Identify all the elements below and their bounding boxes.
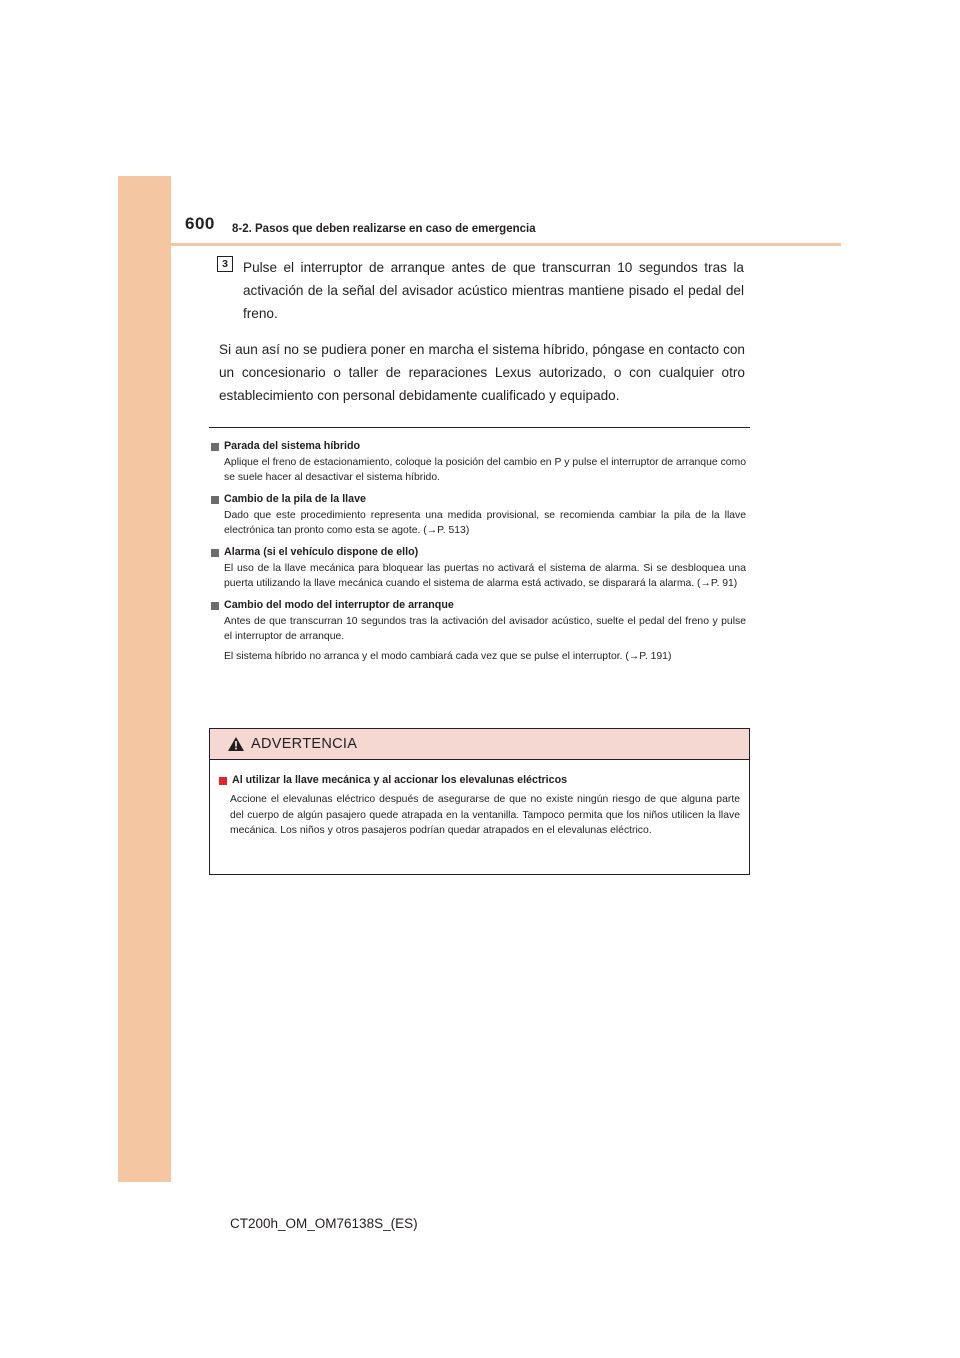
- note-body: [211, 508, 746, 538]
- header-rule: [171, 243, 841, 246]
- note-heading: [211, 491, 746, 508]
- section-divider: [209, 427, 750, 428]
- note-body: [211, 455, 746, 485]
- step-text: Pulse el interruptor de arranque antes de que transcurran 10 segundos tras la activación de la señal del avisador acústico mientras mantiene pisado el pedal del freno.: [243, 260, 744, 321]
- note-body: [211, 561, 746, 591]
- chapter-sidebar: [118, 176, 171, 1182]
- note-title: Alarma (si el vehículo dispone de ello): [224, 546, 419, 558]
- warning-item-heading: [219, 772, 740, 789]
- note-paragraph: El uso de la llave mecánica para bloquear las puertas no activará el sistema de alarma. Si se desbloquea una puerta utilizando la llave mecánica cuando el sistema de alarma está activado, se disparará la alarma. (→P. 91): [224, 563, 746, 589]
- page-number: 600: [185, 214, 215, 233]
- note-title: Cambio de la pila de la llave: [224, 493, 366, 505]
- document-code: CT200h_OM_OM76138S_(ES): [230, 1216, 418, 1231]
- warning-item-title: Al utilizar la llave mecánica y al accionar los elevalunas eléctricos: [232, 774, 568, 786]
- note-paragraph: El sistema híbrido no arranca y el modo cambiará cada vez que se pulse el interruptor. (→P. 191): [224, 651, 672, 662]
- square-bullet-icon: [211, 602, 219, 610]
- note-title: Parada del sistema híbrido: [224, 440, 361, 452]
- warning-header: [210, 729, 749, 760]
- warning-triangle-icon: [227, 736, 245, 752]
- note-body: [211, 614, 746, 664]
- step-note: Si aun así no se pudiera poner en marcha el sistema híbrido, póngase en contacto con un concesionario o taller de reparaciones Lexus autorizado, o con cualquier otro establecimiento con personal debidamente cualificado y equipado.: [219, 342, 745, 403]
- square-bullet-icon: [211, 496, 219, 504]
- square-bullet-icon: [211, 443, 219, 451]
- note-heading: [211, 544, 746, 561]
- step-number-badge: 3: [217, 256, 233, 272]
- square-bullet-icon: [211, 549, 219, 557]
- note-title: Cambio del modo del interruptor de arranque: [224, 599, 454, 611]
- note-paragraph: Antes de que transcurran 10 segundos tras la activación del avisador acústico, suelte el pedal del freno y pulse el interruptor de arranque.: [224, 616, 746, 642]
- notes-section: [211, 438, 746, 664]
- warning-box: [209, 728, 750, 875]
- note-heading: [211, 597, 746, 614]
- note-paragraph: Dado que este procedimiento representa una medida provisional, se recomienda cambiar la pila de la llave electrónica tan pronto como esta se agote. (→P. 513): [224, 510, 746, 536]
- section-title: 8-2. Pasos que deben realizarse en caso de emergencia: [232, 223, 536, 235]
- note-heading: [211, 438, 746, 455]
- warning-item-text: Accione el elevalunas eléctrico después de asegurarse de que no existe ningún riesgo de que alguna parte del cuerpo de algún pasajero quede atrapada en la ventanilla. Tampoco permita que los niños utilicen la llave mecánica. Los niños y otros pasajeros podrían quedar atrapados en el elevalunas eléctrico.: [230, 794, 740, 836]
- warning-item-body: [219, 792, 740, 839]
- note-paragraph: Aplique el freno de estacionamiento, coloque la posición del cambio en P y pulse el interruptor de arranque como se suele hacer al desactivar el sistema híbrido.: [224, 457, 746, 483]
- square-bullet-icon: [219, 777, 227, 785]
- warning-content: [210, 760, 749, 839]
- warning-title: ADVERTENCIA: [251, 736, 358, 752]
